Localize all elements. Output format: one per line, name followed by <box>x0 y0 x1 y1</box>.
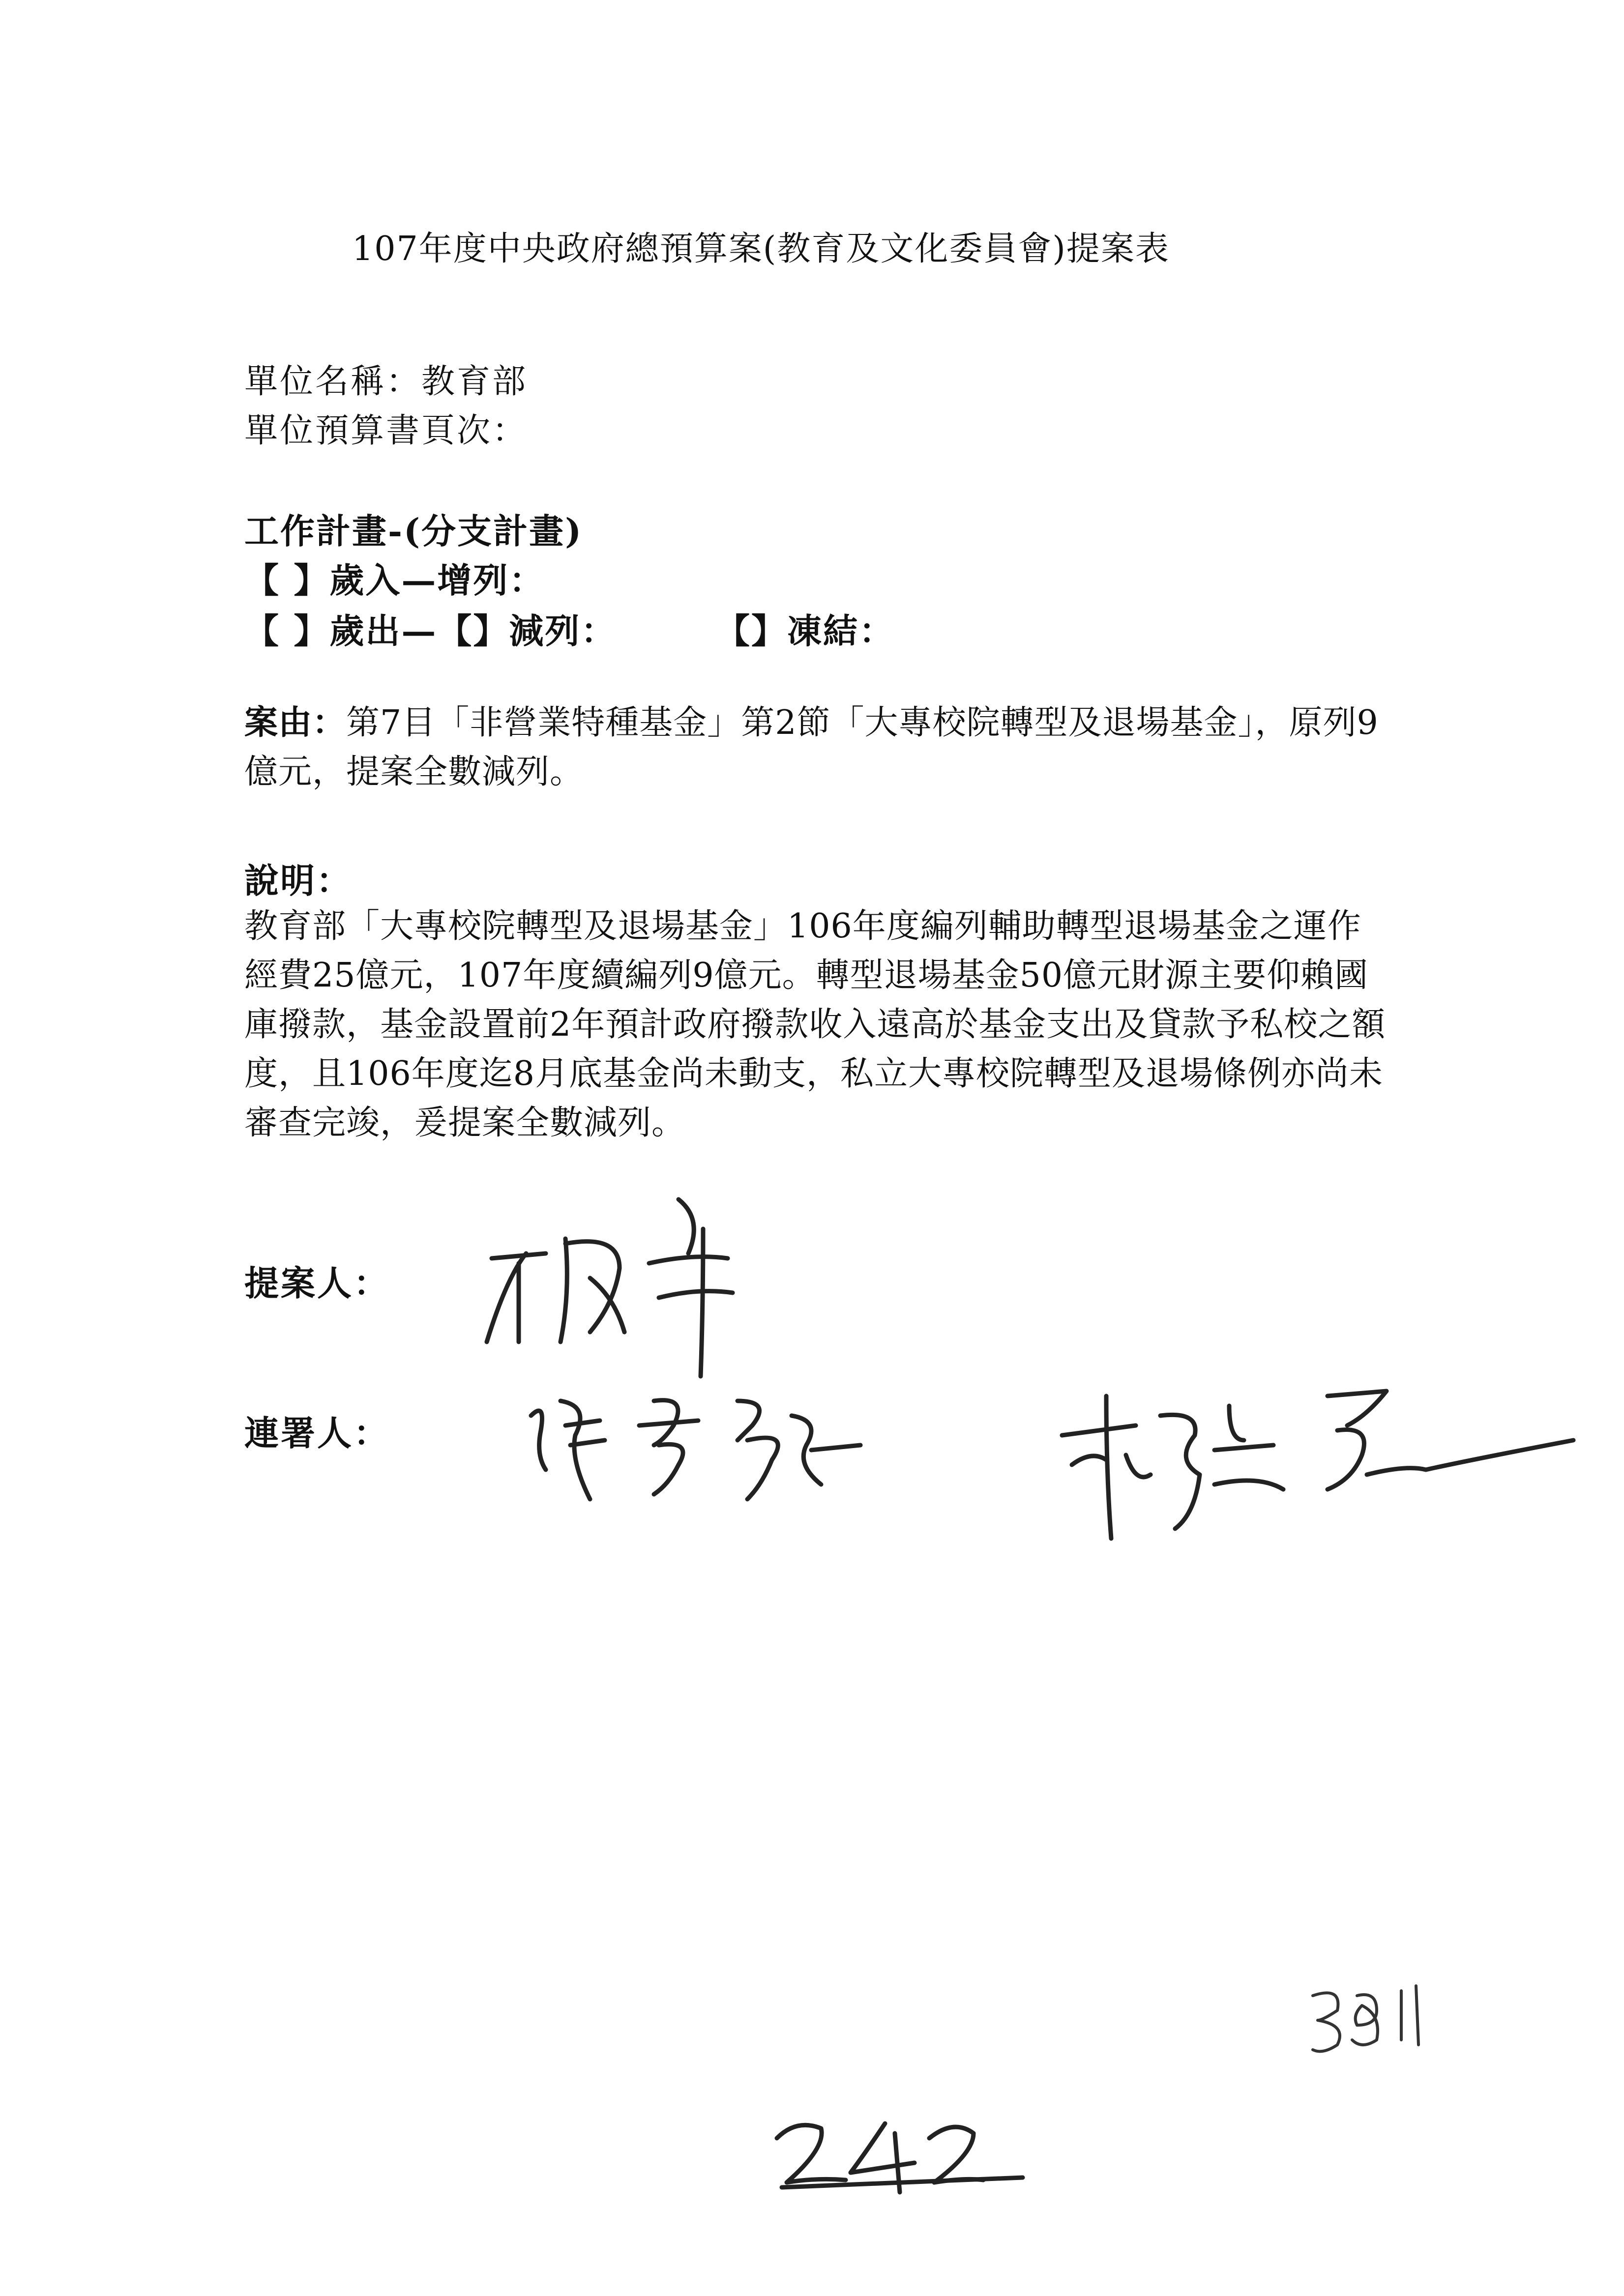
proposer-signature <box>472 1180 777 1386</box>
handwritten-number-381 <box>1303 1976 1441 2064</box>
proposer-label: 提案人： <box>244 1263 390 1304</box>
cosigner-signature-2 <box>1052 1376 1588 1563</box>
handwritten-number-242 <box>767 2109 1042 2207</box>
form-title: 107年度中央政府總預算案(教育及文化委員會)提案表 <box>352 230 1170 268</box>
cosigner-label: 連署人： <box>244 1413 390 1453</box>
cosigner-signature-1 <box>516 1371 880 1529</box>
work-plan: 工作計畫-(分支計畫) <box>244 511 583 552</box>
expenditure-decrease: 【 】歲出—【】減列： <box>244 610 617 651</box>
reason-text: 第7目「非營業特種基金」第2節「大專校院轉型及退場基金」，原列9億元，提案全數減列。 <box>244 703 1379 791</box>
explanation-text: 教育部「大專校院轉型及退場基金」106年度編列輔助轉型退場基金之運作經費25億元，107年度續編列9億元。轉型退場基金50億元財源主要仰賴國庫撥款，基金設置前2年預計政府撥款收入遠高於基金支出及貸款予私校之額度，且106年度迄8月底基金尚未動支，私立大專校院轉型及退場條例亦尚未審查完竣，爰提案全數減列。 <box>244 907 1386 1142</box>
unit-budget-page: 單位預算書頁次： <box>244 411 528 450</box>
explanation-label: 說明： <box>244 860 352 901</box>
reason-label: 案由： <box>244 703 347 742</box>
reason <box>244 698 1395 797</box>
revenue-increase: 【 】歲入—增列： <box>244 560 545 601</box>
freeze: 【】凍結： <box>715 610 895 651</box>
unit-name: 單位名稱：教育部 <box>244 362 528 401</box>
